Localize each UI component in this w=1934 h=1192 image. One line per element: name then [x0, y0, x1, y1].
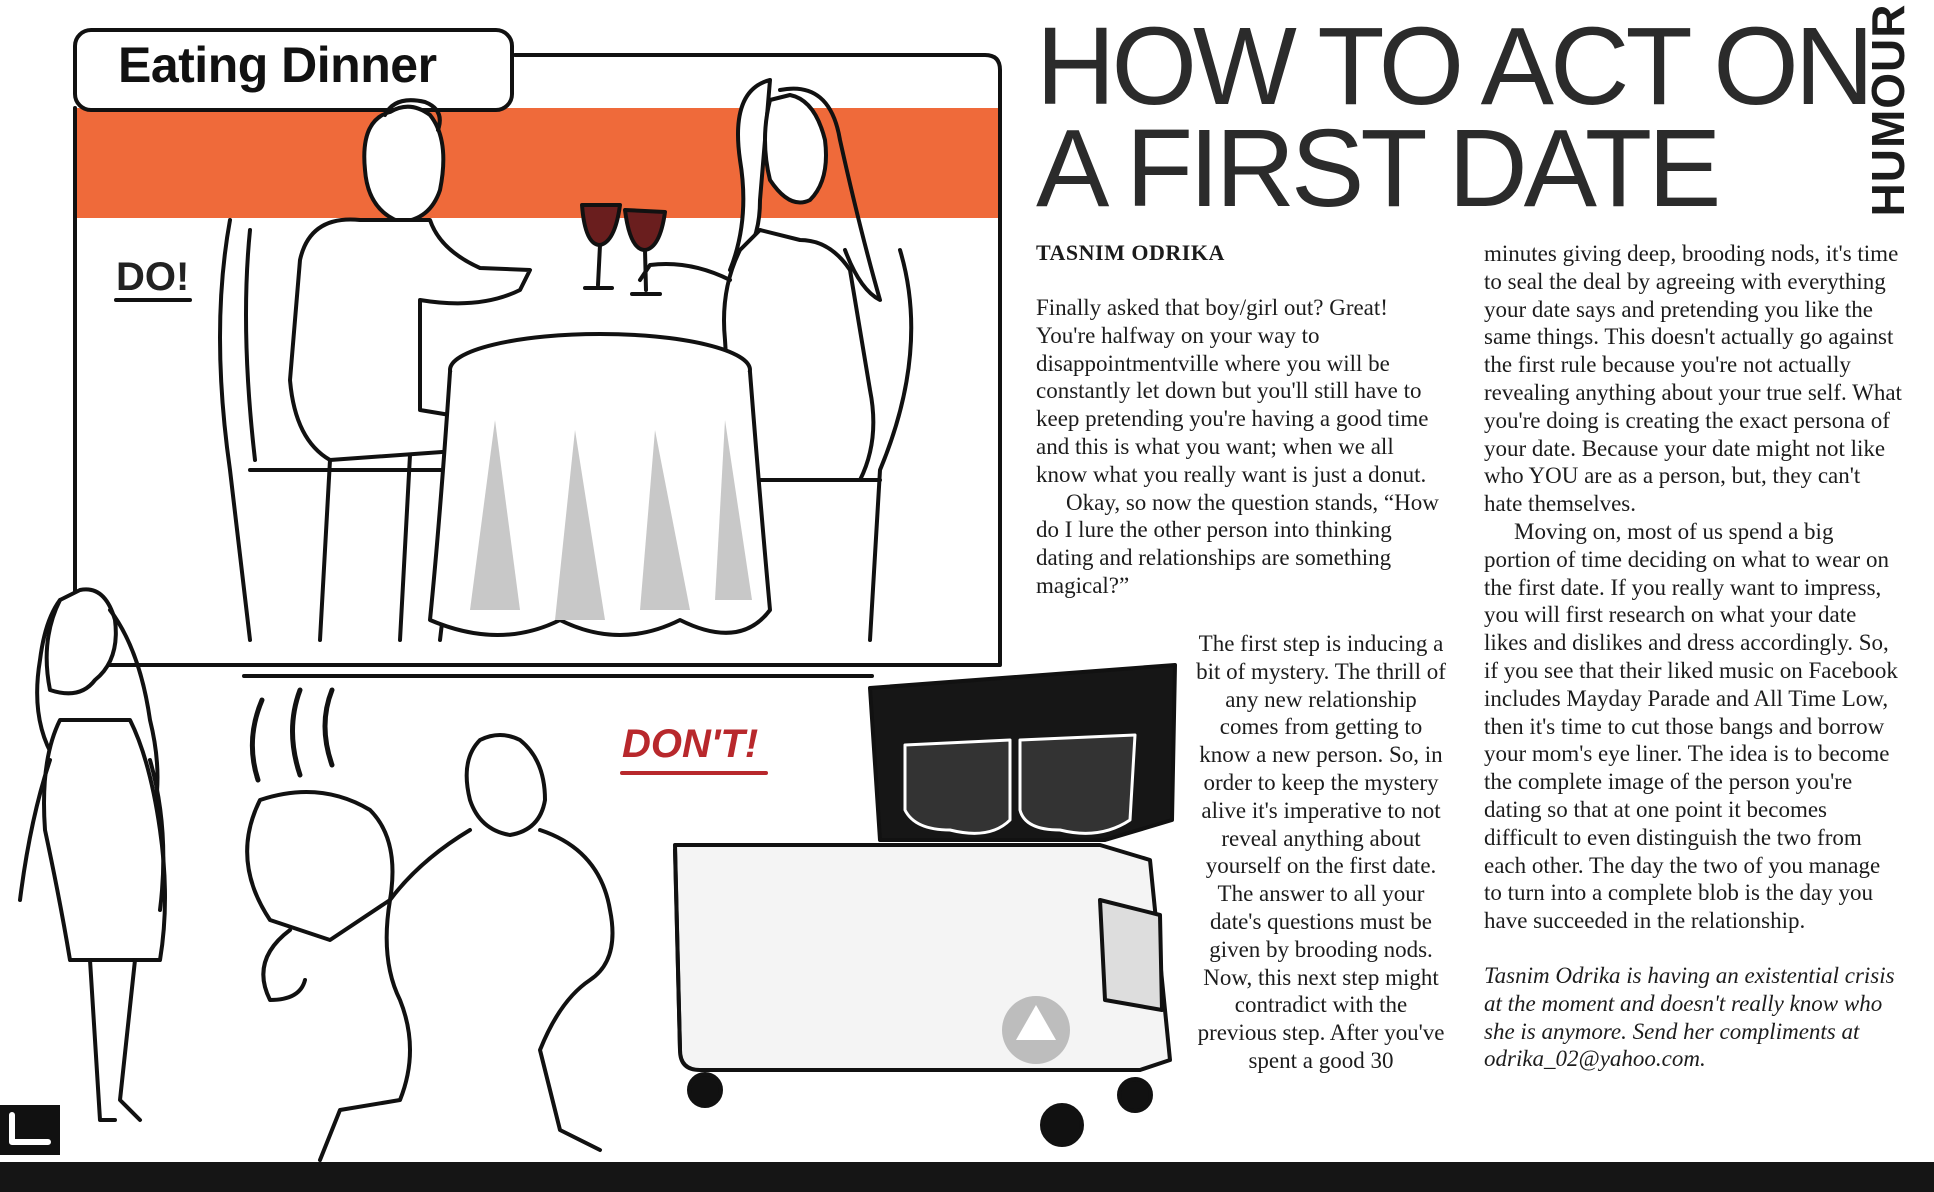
stink-lines [252, 690, 332, 780]
dont-label: DON'T! [622, 722, 759, 766]
author-bio: Tasnim Odrika is having an existential crisis at the moment and doesn't really know who she is anymore. Send her compliments at odrika_02@yahoo.com. [1484, 962, 1895, 1072]
paragraph: Now, this next step might contradict with the previous step. After you've spent a good 30 [1197, 964, 1445, 1073]
article-column-1 [1036, 294, 1446, 600]
section-label: HUMOUR [1862, 3, 1914, 217]
paragraph: Okay, so now the question stands, “How do I lure the other person into thinking dating and relationships are something magical?” [1036, 489, 1439, 598]
shocked-woman-figure [20, 589, 165, 1120]
article-column-2 [1484, 240, 1902, 1073]
wine-glasses [582, 205, 665, 294]
do-label: DO! [116, 255, 190, 299]
paragraph: Finally asked that boy/girl out? Great! You're halfway on your way to disappointmentville where you will be constantly let down but you'll still have to keep pretending you're having a good time and this is what you want; when we all know what you really want is just a donut. [1036, 295, 1429, 487]
paragraph: The first step is inducing a bit of mystery. The thrill of any new relationship comes from getting to know a new person. So, in order to keep the mystery alive it's imperative to not reveal anything about yourself on the first date. The answer to all your date's questions must be given by brooding nods. [1196, 631, 1446, 962]
dinner-table [430, 334, 770, 635]
orange-banner [77, 108, 998, 218]
trash-eating-man [247, 735, 612, 1160]
corner-logo-icon [0, 1105, 60, 1155]
headline [1036, 5, 1871, 230]
paragraph: Moving on, most of us spend a big portion of time deciding on what to wear on the first date. If you really want to impress, you will first research on what your date likes and dislikes and dress accordingly. So, if you see that their liked music on Facebook includes Mayday Parade and All Time Low, then it's time to cut those bangs and borrow your mom's eye liner. The idea is to become the complete image of the person you're dating so that at one point it becomes difficult to even distinguish the two from each other. The day the two of you manage to turn into a complete blob is the day you have succeeded in the relationship. [1484, 518, 1898, 934]
panel-title: Eating Dinner [118, 37, 437, 93]
paragraph: minutes giving deep, brooding nods, it's time to seal the deal by agreeing with everything your date says and pretending you like the same things. This doesn't actually go against the first rule because you're not actually revealing anything about your true self. What you're doing is creating the exact persona of your date. Because your date might not like who YOU are as a person, but, they can't hate themselves. [1484, 241, 1902, 517]
bottom-bar [0, 1162, 1934, 1192]
byline: TASNIM ODRIKA [1036, 240, 1225, 265]
headline-line1: HOW TO ACT ON [1036, 5, 1871, 128]
section-tag [1858, 3, 1918, 217]
article-column-1-wrap [1196, 630, 1446, 1075]
headline-line2: A FIRST DATE [1036, 107, 1718, 230]
